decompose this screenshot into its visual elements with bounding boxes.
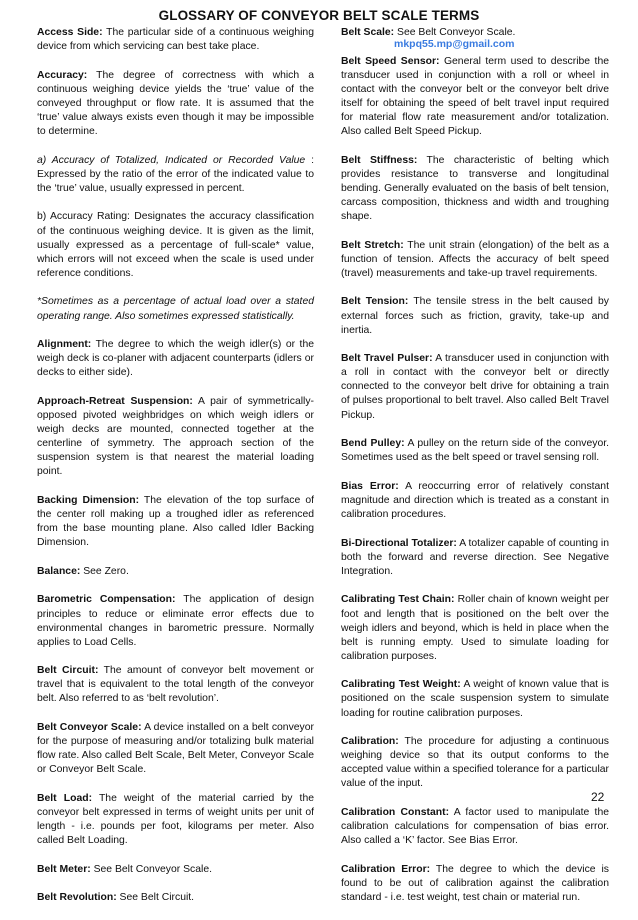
glossary-definition: A weight of known value that is positioned on the scale suspension system to simulate loading for routine calibration purposes.: [341, 679, 609, 719]
glossary-entry: [37, 494, 314, 550]
page-title: GLOSSARY OF CONVEYOR BELT SCALE TERMS: [158, 8, 480, 23]
glossary-entry: [37, 891, 314, 905]
glossary-definition: A factor used to manipulate the calibration calculations for compensation of bias error. Also called a ‘K’ factor. See Bias Error.: [341, 807, 609, 847]
glossary-definition: The characteristic of belting which provides resistance to transverse and longitudinal bending. Generally evaluated on the basis of belt tension, carcass composition, thickness and width and troughing shape.: [341, 154, 610, 223]
glossary-term: Calibration Error:: [341, 863, 431, 875]
glossary-definition: See Belt Circuit.: [116, 892, 195, 904]
glossary-definition: See Belt Conveyor Scale.: [90, 863, 212, 875]
glossary-definition: The elevation of the top surface of the center roll making up a troughed idler as referenced from the base mounting plane. Also called Idler Backing Dimension.: [37, 494, 314, 549]
glossary-entry: [341, 352, 609, 422]
glossary-entry: [37, 664, 314, 706]
glossary-definition: The degree of correctness with which a continuous weighing device yields the ‘true’ value of the conveyed throughput or flow rate. It is assumed that the ‘true’ value always exists even though it may be impossible to determine.: [37, 69, 314, 138]
glossary-term: Calibration:: [341, 736, 399, 748]
glossary-entry: [37, 154, 314, 196]
glossary-entry: [37, 69, 314, 139]
glossary-definition: A reoccurring error of relatively constant magnitude and direction which is treated as a constant in calibration procedures.: [341, 480, 609, 521]
glossary-term: Balance:: [37, 565, 81, 577]
glossary-term: Calibrating Test Weight:: [341, 679, 461, 691]
glossary-term: Belt Speed Sensor:: [341, 55, 440, 67]
glossary-term: Belt Conveyor Scale:: [37, 722, 142, 734]
glossary-definition: A transducer used in conjunction with a roll in contact with the conveyor belt or directly connected to the conveyor belt drive for obtaining a train of pulses proportional to belt travel. Also called Belt Travel Pickup.: [341, 353, 609, 421]
page-number: 22: [591, 790, 605, 804]
glossary-definition: b) Accuracy Rating: Designates the accuracy classification of the continuous weighing device. It is given as the limit, usually expressed as a percentage of full-scale* value, which errors will not exceed when the scale is used under reference conditions.: [37, 211, 314, 279]
glossary-definition: A pair of symmetrically-opposed pivoted weighbridges on which weigh idlers or weigh decks are mounted, connected together at the centerline of symmetry. The approach section of the suspension system is that nearest the material loading point.: [37, 395, 314, 478]
glossary-entry: [37, 210, 314, 280]
glossary-entry: [341, 239, 609, 281]
glossary-definition: Roller chain of known weight per foot and length that is positioned on the belt over the weigh idlers and beyond, which is held in place when the belt is running empty. Used to simulate loading for calibration purposes.: [341, 594, 609, 662]
glossary-term: Belt Scale:: [341, 27, 395, 38]
glossary-entry: [341, 735, 609, 791]
glossary-term: Belt Load:: [37, 792, 93, 804]
glossary-term: Backing Dimension:: [37, 494, 140, 506]
glossary-term: Calibration Constant:: [341, 807, 450, 819]
glossary-definition: : Expressed by the ratio of the error of the indicated value to the ‘true’ value, usually expressed in percent.: [37, 154, 314, 194]
glossary-entry: [37, 593, 314, 649]
glossary-entry: [341, 55, 609, 140]
glossary-column-left: [37, 26, 314, 920]
glossary-definition: A pulley on the return side of the conveyor. Sometimes used as the belt speed or travel sensing roll.: [341, 438, 609, 464]
glossary-term: Belt Travel Pulser:: [341, 353, 433, 365]
glossary-entry: [341, 806, 609, 848]
glossary-entry: [37, 295, 314, 323]
glossary-definition: A device installed on a belt conveyor for the purpose of measuring and/or totalizing bulk material flow rate. Also called Belt Scale, Belt Meter, Conveyor Scale or Conveyor Belt Scale.: [37, 722, 314, 776]
glossary-entry: [37, 338, 314, 380]
glossary-term: Barometric Compensation:: [37, 594, 176, 606]
glossary-definition: The degree to which the device is found to be out of calibration against the calibration standard - i.e. test weight, test chain or material run.: [341, 863, 609, 903]
glossary-definition: A totalizer capable of counting in both the forward and reverse direction. See Negative Integration.: [341, 537, 609, 577]
glossary-definition: General term used to describe the transducer used in conjunction with a roll or wheel in contact with the conveyor belt or the conveyor belt drive itself for obtaining the speed of belt travel input required for material flow rate measurement and/or totalization. Also called Belt Speed Pickup.: [341, 55, 610, 138]
glossary-term: Bias Error:: [341, 480, 399, 492]
glossary-term: Approach-Retreat Suspension:: [37, 395, 193, 407]
glossary-term: Calibrating Test Chain:: [341, 594, 455, 606]
glossary-definition: The degree to which the weigh idler(s) or the weigh deck is co-planer with adjacent counterparts (idlers or decks to either side).: [37, 339, 314, 379]
glossary-term: Alignment:: [37, 339, 92, 351]
glossary-column-right: [341, 26, 609, 920]
glossary-entry: [341, 295, 609, 337]
glossary-term: Access Side:: [37, 27, 103, 38]
glossary-term: Belt Stiffness:: [341, 154, 418, 166]
glossary-entry: [37, 395, 314, 480]
glossary-term: Belt Circuit:: [37, 665, 99, 677]
glossary-entry: [341, 154, 609, 224]
glossary-definition: The procedure for adjusting a continuous weighing device so that its output conforms to the accepted value within a specified tolerance for a particular value of the input.: [341, 736, 609, 790]
glossary-entry: [341, 678, 609, 720]
glossary-definition: The weight of the material carried by the conveyor belt expressed in terms of weight units per unit of length - i.e. pounds per foot, kilograms per meter. Also called Belt Loading.: [37, 792, 314, 847]
glossary-term: Belt Tension:: [341, 296, 409, 308]
glossary-definition: The particular side of a continuous weighing device from which servicing can best take place.: [37, 27, 314, 53]
glossary-definition: See Belt Conveyor Scale.: [394, 27, 516, 38]
glossary-entry: [37, 565, 314, 579]
glossary-entry: [37, 721, 314, 777]
glossary-italic-text: *Sometimes as a percentage of actual load over a stated operating range. Also sometimes expressed statistically.: [37, 296, 314, 322]
glossary-entry: [37, 26, 314, 54]
glossary-entry: [341, 593, 609, 663]
glossary-definition: See Zero.: [80, 565, 129, 577]
glossary-entry: [37, 792, 314, 848]
glossary-definition: The amount of conveyor belt movement or travel that is equivalent to the total length of the conveyor belt. Also referred to as ‘belt revolution’.: [37, 665, 314, 705]
glossary-italic-text: a) Accuracy of Totalized, Indicated or Recorded Value: [37, 154, 306, 166]
glossary-definition: The tensile stress in the belt caused by external forces such as friction, gravity, take-up and inertia.: [341, 296, 610, 336]
glossary-term: Bend Pulley:: [341, 438, 405, 450]
glossary-definition: The unit strain (elongation) of the belt as a function of tension. Affects the accuracy of belt speed (travel) measurements and take-up travel requirements.: [341, 239, 609, 279]
watermark-email: mkpq55.mp@gmail.com: [394, 38, 515, 50]
glossary-definition: The application of design principles to reduce or eliminate error effects due to environmental changes in barometric pressure. Normally applies to Load Cells.: [37, 594, 314, 648]
glossary-term: Accuracy:: [37, 69, 88, 81]
glossary-entry: [341, 863, 609, 905]
glossary-term: Belt Meter:: [37, 863, 91, 875]
glossary-term: Belt Stretch:: [341, 239, 404, 251]
glossary-entry: [37, 863, 314, 877]
glossary-entry: [341, 480, 609, 522]
glossary-entry: [341, 537, 609, 579]
glossary-entry: [341, 437, 609, 465]
glossary-term: Bi-Directional Totalizer:: [341, 537, 457, 549]
glossary-term: Belt Revolution:: [37, 892, 117, 904]
